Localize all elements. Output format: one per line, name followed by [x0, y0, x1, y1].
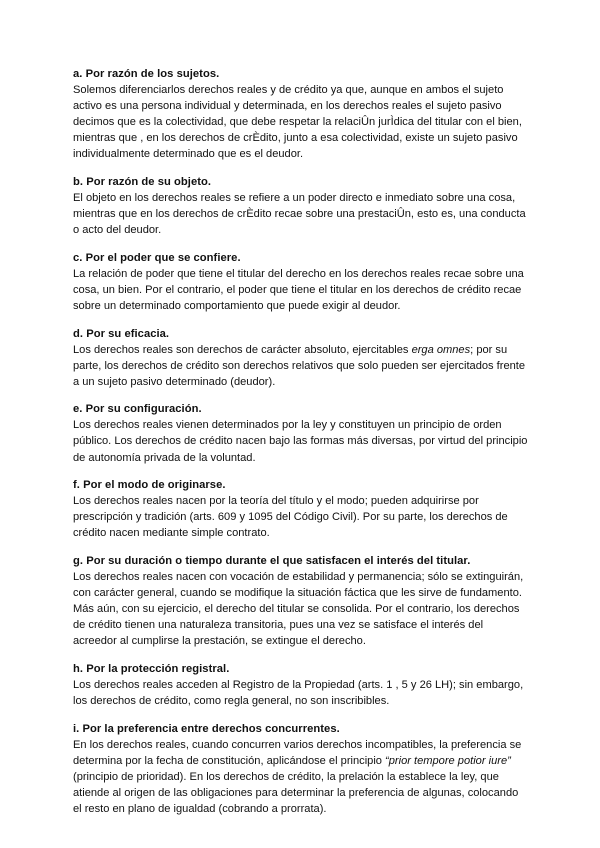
body-line: Más aún, con su ejercicio, el derecho del titular se consolida. Por el contrario, los derechos — [73, 603, 520, 616]
section-body — [73, 493, 530, 541]
body-line: activo es una persona individual y determinada, en los derechos reales el sujeto pasivo — [73, 100, 502, 113]
body-line: el resto en plano de igualdad (cobrando a prorrata). — [73, 802, 327, 815]
section-heading: b. Por razón de su objeto. — [73, 175, 212, 188]
body-line — [73, 753, 530, 769]
section-body — [73, 569, 530, 649]
body-line: El objeto en los derechos reales se refiere a un poder directo e inmediato sobre una cosa, — [73, 191, 516, 204]
section-body — [73, 190, 530, 238]
body-line: cosa, un bien. Por el contrario, el poder que tiene el titular en los derechos de crédito recae — [73, 283, 522, 296]
body-line: individualmente determinado que es el deudor. — [73, 148, 304, 161]
section-a — [73, 66, 530, 162]
section-heading: g. Por su duración o tiempo durante el que satisfacen el interés del titular. — [73, 554, 471, 567]
section-heading: d. Por su eficacia. — [73, 327, 170, 340]
body-line: prescripción y tradición (arts. 609 y 1095 del Código Civil). Por su parte, los derechos de — [73, 511, 508, 524]
body-line: con carácter general, cuando se modifique la situación fáctica que les sirve de fundamento. — [73, 586, 522, 599]
body-line: (principio de prioridad). En los derechos de crédito, la prelación la establece la ley, que — [73, 770, 499, 783]
body-line: Solemos diferenciarlos derechos reales y de crédito ya que, aunque en ambos el sujeto — [73, 84, 504, 96]
body-line: o acto del deudor. — [73, 224, 162, 237]
section-body — [73, 417, 530, 465]
section-g — [73, 553, 530, 649]
section-h — [73, 661, 530, 709]
section-body — [73, 342, 530, 390]
body-line: decimos que es la colectividad, que debe respetar la relaciÛn jurÌdica del titular con el bien, — [73, 116, 522, 129]
body-line: parte, los derechos de crédito son derechos relativos que solo pueden ser ejercitados frente — [73, 359, 526, 372]
body-line: Los derechos reales nacen con vocación de estabilidad y permanencia; sólo se extinguirán, — [73, 570, 524, 583]
body-line: los derechos de crédito, como regla general, no son inscribibles. — [73, 694, 390, 707]
section-heading: e. Por su configuración. — [73, 403, 202, 416]
latin-term: “prior tempore potior iure” — [385, 754, 511, 767]
body-line: Los derechos reales nacen por la teoría del título y el modo; pueden adquirirse por — [73, 495, 479, 508]
body-line: de autonomía privada de la voluntad. — [73, 451, 256, 464]
body-line: mientras que en los derechos de crÈdito recae sobre una prestaciÛn, esto es, una conducta — [73, 208, 526, 221]
section-f — [73, 477, 530, 541]
body-text: determina por la fecha de constitución, aplicándose el principio — [73, 754, 386, 767]
body-line: de crédito tienen una naturaleza transitoria, pues una vez se satisface el interés del — [73, 619, 484, 632]
section-e — [73, 401, 530, 465]
section-heading: h. Por la protección registral. — [73, 662, 230, 675]
body-line: Los derechos reales vienen determinados por la ley y constituyen un principio de orden — [73, 419, 502, 432]
section-i — [73, 721, 530, 817]
section-b — [73, 174, 530, 238]
section-d — [73, 326, 530, 390]
body-line: acreedor al cumplirse la prestación, se extingue el derecho. — [73, 635, 366, 648]
body-text: Los derechos reales son derechos de carácter absoluto, ejercitables — [73, 343, 412, 356]
body-line: La relación de poder que tiene el titular del derecho en los derechos reales recae sobre una — [73, 267, 524, 280]
section-body — [73, 82, 530, 162]
section-heading: c. Por el poder que se confiere. — [73, 251, 241, 264]
body-line: mientras que , en los derechos de crÈdito, junto a esa colectividad, existe un sujeto pasivo — [73, 132, 518, 145]
body-line: a un sujeto pasivo determinado (deudor). — [73, 375, 276, 388]
section-heading: i. Por la preferencia entre derechos concurrentes. — [73, 722, 340, 735]
section-c — [73, 250, 530, 314]
section-heading: a. Por razón de los sujetos. — [73, 68, 220, 80]
body-line: sobre un determinado comportamiento que puede exigir al deudor. — [73, 299, 401, 312]
body-line: Los derechos reales acceden al Registro de la Propiedad (arts. 1 , 5 y 26 LH); sin embargo, — [73, 678, 524, 691]
section-body — [73, 677, 530, 709]
latin-term: erga omnes — [411, 343, 471, 356]
section-body — [73, 266, 530, 314]
section-body — [73, 737, 530, 817]
body-line: público. Los derechos de crédito nacen bajo las formas más diversas, por virtud del principio — [73, 435, 528, 448]
body-line: atiende al origen de las obligaciones para determinar la preferencia de algunas, colocando — [73, 786, 519, 799]
body-line — [73, 342, 530, 358]
body-line: crédito nacen mediante simple contrato. — [73, 527, 270, 540]
section-heading: f. Por el modo de originarse. — [73, 479, 226, 492]
body-line: En los derechos reales, cuando concurren varios derechos incompatibles, la preferencia se — [73, 738, 522, 751]
body-text: ; por su — [470, 343, 508, 356]
